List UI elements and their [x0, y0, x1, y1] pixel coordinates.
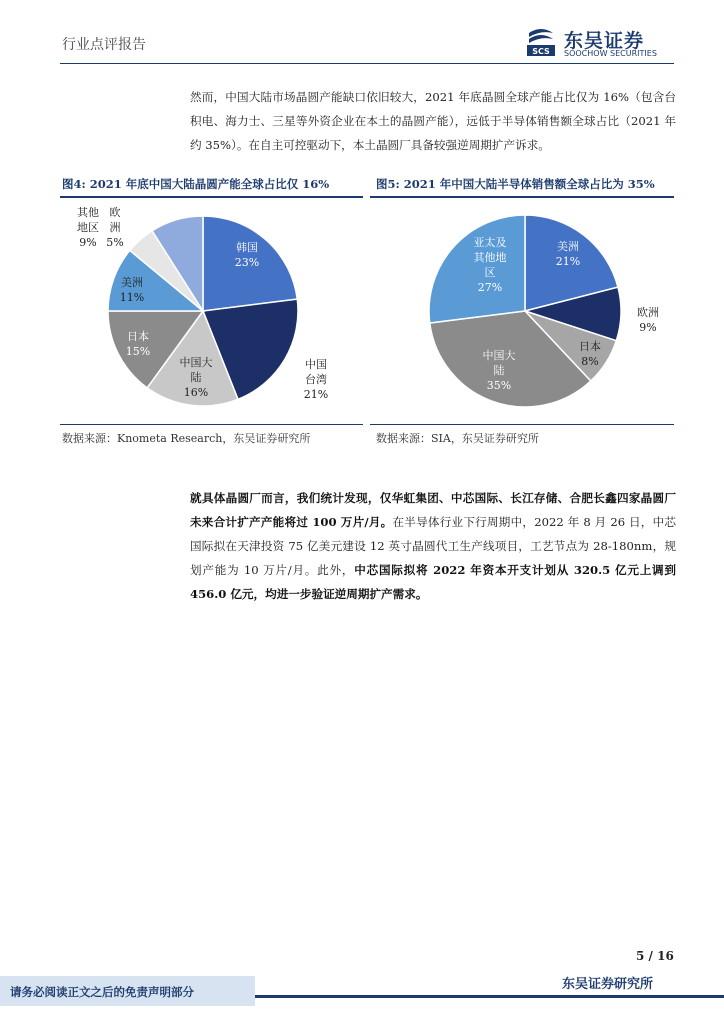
slice-label: 中国台湾 21% [303, 358, 329, 401]
slice-label: 欧洲 9% [637, 306, 659, 334]
paragraph-bold-1: 就具体晶圆厂而言，我们统计发现，仅华虹集团、中芯国际、长江存储、合肥长鑫四家晶圆厂未来合计扩产产能将过 100 万片/月。 [190, 491, 676, 529]
report-type: 行业点评报告 [62, 37, 146, 53]
slice-label: 中国大陆 16% [179, 356, 213, 399]
slice-label: 日本 15% [125, 330, 151, 358]
paragraph-bold-2: 中芯国际拟将 2022 年资本开支计划从 320.5 亿元上调到 456.0 亿元，均进一步验证逆周期扩产需求。 [190, 563, 677, 601]
figure5-title: 图5: 2021 年中国大陆半导体销售额全球占比为 35% [376, 177, 655, 191]
slice-label: 日本 8% [579, 340, 601, 368]
slice-label: 亚太及其他地区 27% [473, 236, 507, 294]
slice-label: 美洲 21% [555, 240, 581, 268]
figure4-source: 数据来源：Knometa Research，东吴证券研究所 [62, 432, 311, 445]
page-number: 5 / 16 [636, 949, 674, 963]
disclaimer-banner[interactable] [0, 976, 255, 1006]
svg-text:SCS: SCS [532, 47, 550, 56]
slice-label: 美洲 11% [119, 276, 145, 304]
slice-label: 中国大陆 35% [482, 349, 516, 392]
logo-chinese-name: 东吴证券 [564, 30, 645, 52]
figure4-title: 图4: 2021 年底中国大陆晶圆产能全球占比仅 16% [62, 177, 330, 191]
pie-slice [429, 215, 525, 323]
slice-label: 韩国 23% [234, 241, 260, 269]
slice-label: 其他地区 9% [77, 206, 99, 249]
logo-english-name: SOOCHOW SECURITIES [564, 49, 657, 58]
slice-label: 欧洲 5% [106, 206, 124, 249]
paragraph-fab-expansion [190, 486, 676, 606]
footer-institute: 东吴证券研究所 [562, 977, 654, 992]
paragraph-intro: 然而，中国大陆市场晶圆产能缺口依旧较大，2021 年底晶圆全球产能占比仅为 16%（包含台积电、海力士、三星等外资企业在本土的晶圆产能），远低于半导体销售额全球占比（2021 年约 35%）。在自主可控驱动下，本土晶圆厂具备较强逆周期扩产诉求。 [190, 90, 676, 152]
paragraph-normal: 在半导体行业下行周期中，2022 年 8 月 26 日，中芯国际拟在天津投资 75 亿美元建设 12 英寸晶圆代工生产线项目，工艺节点为 28-180nm，规划产能为 10 万片/月。此外， [190, 515, 677, 577]
figure5-source: 数据来源：SIA，东吴证券研究所 [376, 432, 539, 445]
disclaimer-text: 请务必阅读正文之后的免责声明部分 [10, 985, 194, 999]
